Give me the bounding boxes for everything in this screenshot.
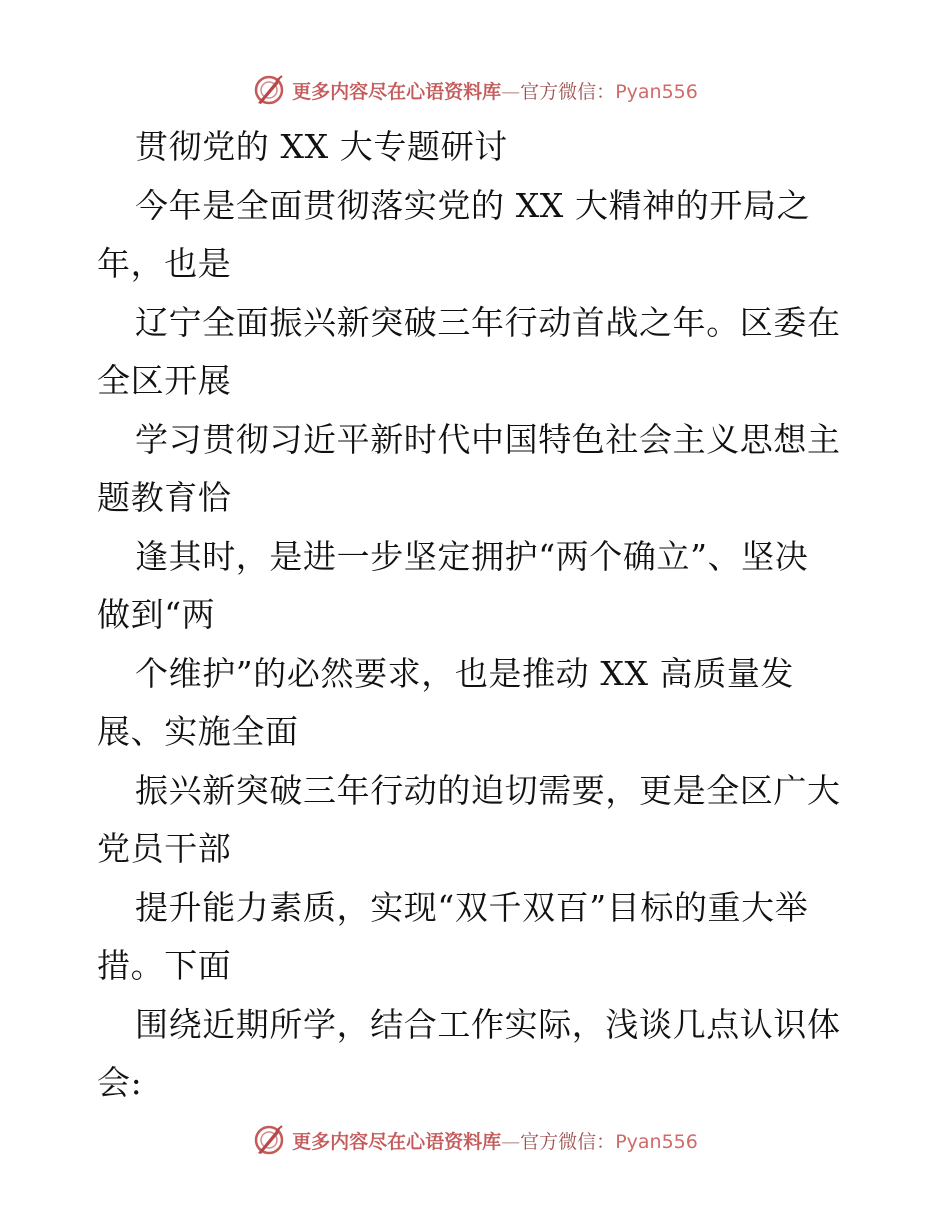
document-line: 措。下面: [97, 946, 232, 985]
banner-separator: —: [501, 80, 521, 103]
document-line: 会:: [97, 1063, 143, 1102]
document-line: 围绕近期所学，结合工作实际，浅谈几点认识体: [135, 1004, 841, 1044]
document-title: 贯彻党的 XX 大专题研讨: [135, 127, 508, 166]
banner-wechat-label: 官方微信：: [520, 80, 616, 103]
document-line: 做到“两: [97, 595, 216, 634]
header-watermark-banner: [0, 70, 950, 110]
document-line: 年，也是: [97, 244, 232, 283]
banner-text: [292, 77, 698, 104]
banner-text: [292, 1127, 698, 1154]
banner-main-text: 更多内容尽在心语资料库: [292, 80, 502, 103]
document-body: [97, 118, 857, 1113]
document-line: 学习贯彻习近平新时代中国特色社会主义思想主: [135, 419, 841, 459]
footer-watermark-banner: [0, 1120, 950, 1160]
banner-wechat-id: Pyan556: [615, 1130, 698, 1153]
banner-main-text: 更多内容尽在心语资料库: [292, 1130, 502, 1153]
banner-wechat-label: 官方微信：: [520, 1130, 616, 1153]
document-line: 党员干部: [97, 829, 232, 868]
quill-logo-icon: [252, 1123, 286, 1157]
document-line: 提升能力素质，实现“双千双百”目标的重大举: [135, 887, 809, 927]
banner-separator: —: [501, 1130, 521, 1153]
document-line: 展、实施全面: [97, 712, 299, 751]
document-line: 辽宁全面振兴新突破三年行动首战之年。区委在: [135, 302, 841, 342]
document-line: 个维护”的必然要求，也是推动 XX 高质量发: [135, 653, 795, 693]
document-line: 逢其时，是进一步坚定拥护“两个确立”、坚决: [135, 536, 809, 576]
document-line: 今年是全面贯彻落实党的 XX 大精神的开局之: [135, 185, 811, 225]
document-line: 题教育恰: [97, 478, 232, 517]
document-line: 全区开展: [97, 361, 232, 400]
document-line: 振兴新突破三年行动的迫切需要，更是全区广大: [135, 770, 841, 810]
banner-wechat-id: Pyan556: [615, 80, 698, 103]
quill-logo-icon: [252, 73, 286, 107]
